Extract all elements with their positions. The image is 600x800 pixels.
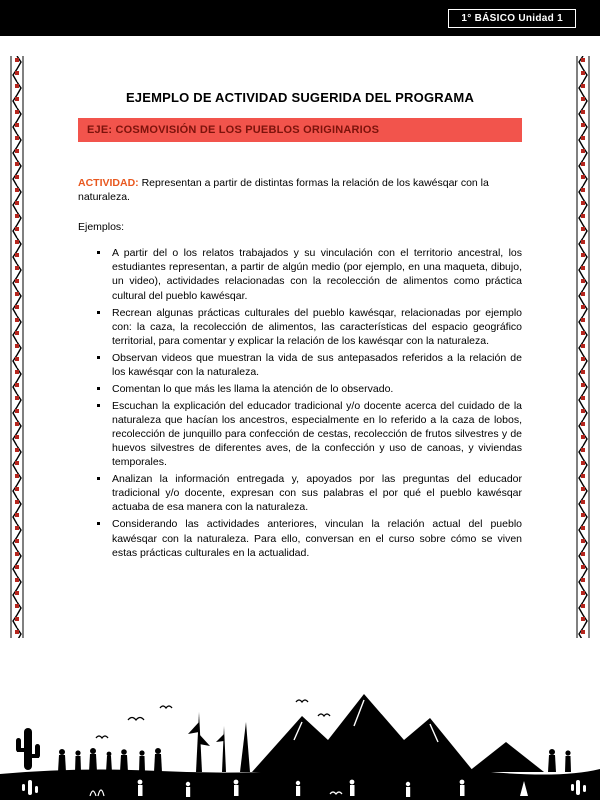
eje-label: EJE: [87,124,113,136]
actividad-text: Representan a partir de distintas formas la relación de los kawésqar con la naturaleza. [78,177,489,204]
list-item: ▪ Comentan lo que más les llama la atención de lo observado. [110,382,522,396]
ejemplos-label: Ejemplos: [78,221,125,234]
landscape-silhouette-icon [0,682,600,800]
unit-badge: 1° BÁSICO Unidad 1 [448,9,576,28]
page-title: EJEMPLO DE ACTIVIDAD SUGERIDA DEL PROGRAMA [125,90,475,105]
list-item: ▪ Analizan la información entregada y, apoyados por las preguntas del educador tradicional y/o docente, expresan con sus palabras el por qué el pueblo kawésqar actuaba de esa manera con la naturaleza. [110,472,522,514]
eje-banner [78,118,522,142]
actividad-line [78,176,522,204]
eje-value: COSMOVISIÓN DE LOS PUEBLOS ORIGINARIOS [115,124,380,136]
list-item: ▪ Escuchan la explicación del educador tradicional y/o docente acerca del cuidado de la naturaleza que hacían los ancestros, especialmente en lo referido a la caza de lobos, recolección de junquillo para confección de cestas, recolección de frutos silvestres y de huevos silvestres de diferentes aves, de la confección y uso de canoas, y viviendas temporales. [110,399,522,469]
actividad-label: ACTIVIDAD: [78,177,139,189]
list-item: ▪ Considerando las actividades anteriores, vinculan la relación actual del pueblo kawésqar con la naturaleza. Para ello, conversan en el curso sobre cómo se viven estas prácticas culturales en la actualidad. [110,517,522,559]
list-item: ▪ A partir del o los relatos trabajados y su vinculación con el territorio ancestral, los estudiantes representan, a partir de algún medio (por ejemplo, en una maqueta, dibujo, un video), actividades relacionadas con la recolección de alimentos como práctica cultural del pueblo kawésqar. [110,246,522,302]
document-content [78,36,522,563]
top-bar [0,0,600,36]
decorative-border-right-icon [574,56,592,638]
list-item: ▪ Recrean algunas prácticas culturales del pueblo kawésqar, relacionadas por ejemplo con: la caza, la recolección de alimentos, las características del espacio geográfico territorial, para comentar y explicar la relación de los kawésqar con la naturaleza. [110,306,522,348]
list-item: ▪ Observan videos que muestran la vida de sus antepasados referidos a la relación de los kawésqar con la naturaleza. [110,351,522,379]
activity-bullet-list [78,246,522,559]
decorative-border-left-icon [8,56,26,638]
